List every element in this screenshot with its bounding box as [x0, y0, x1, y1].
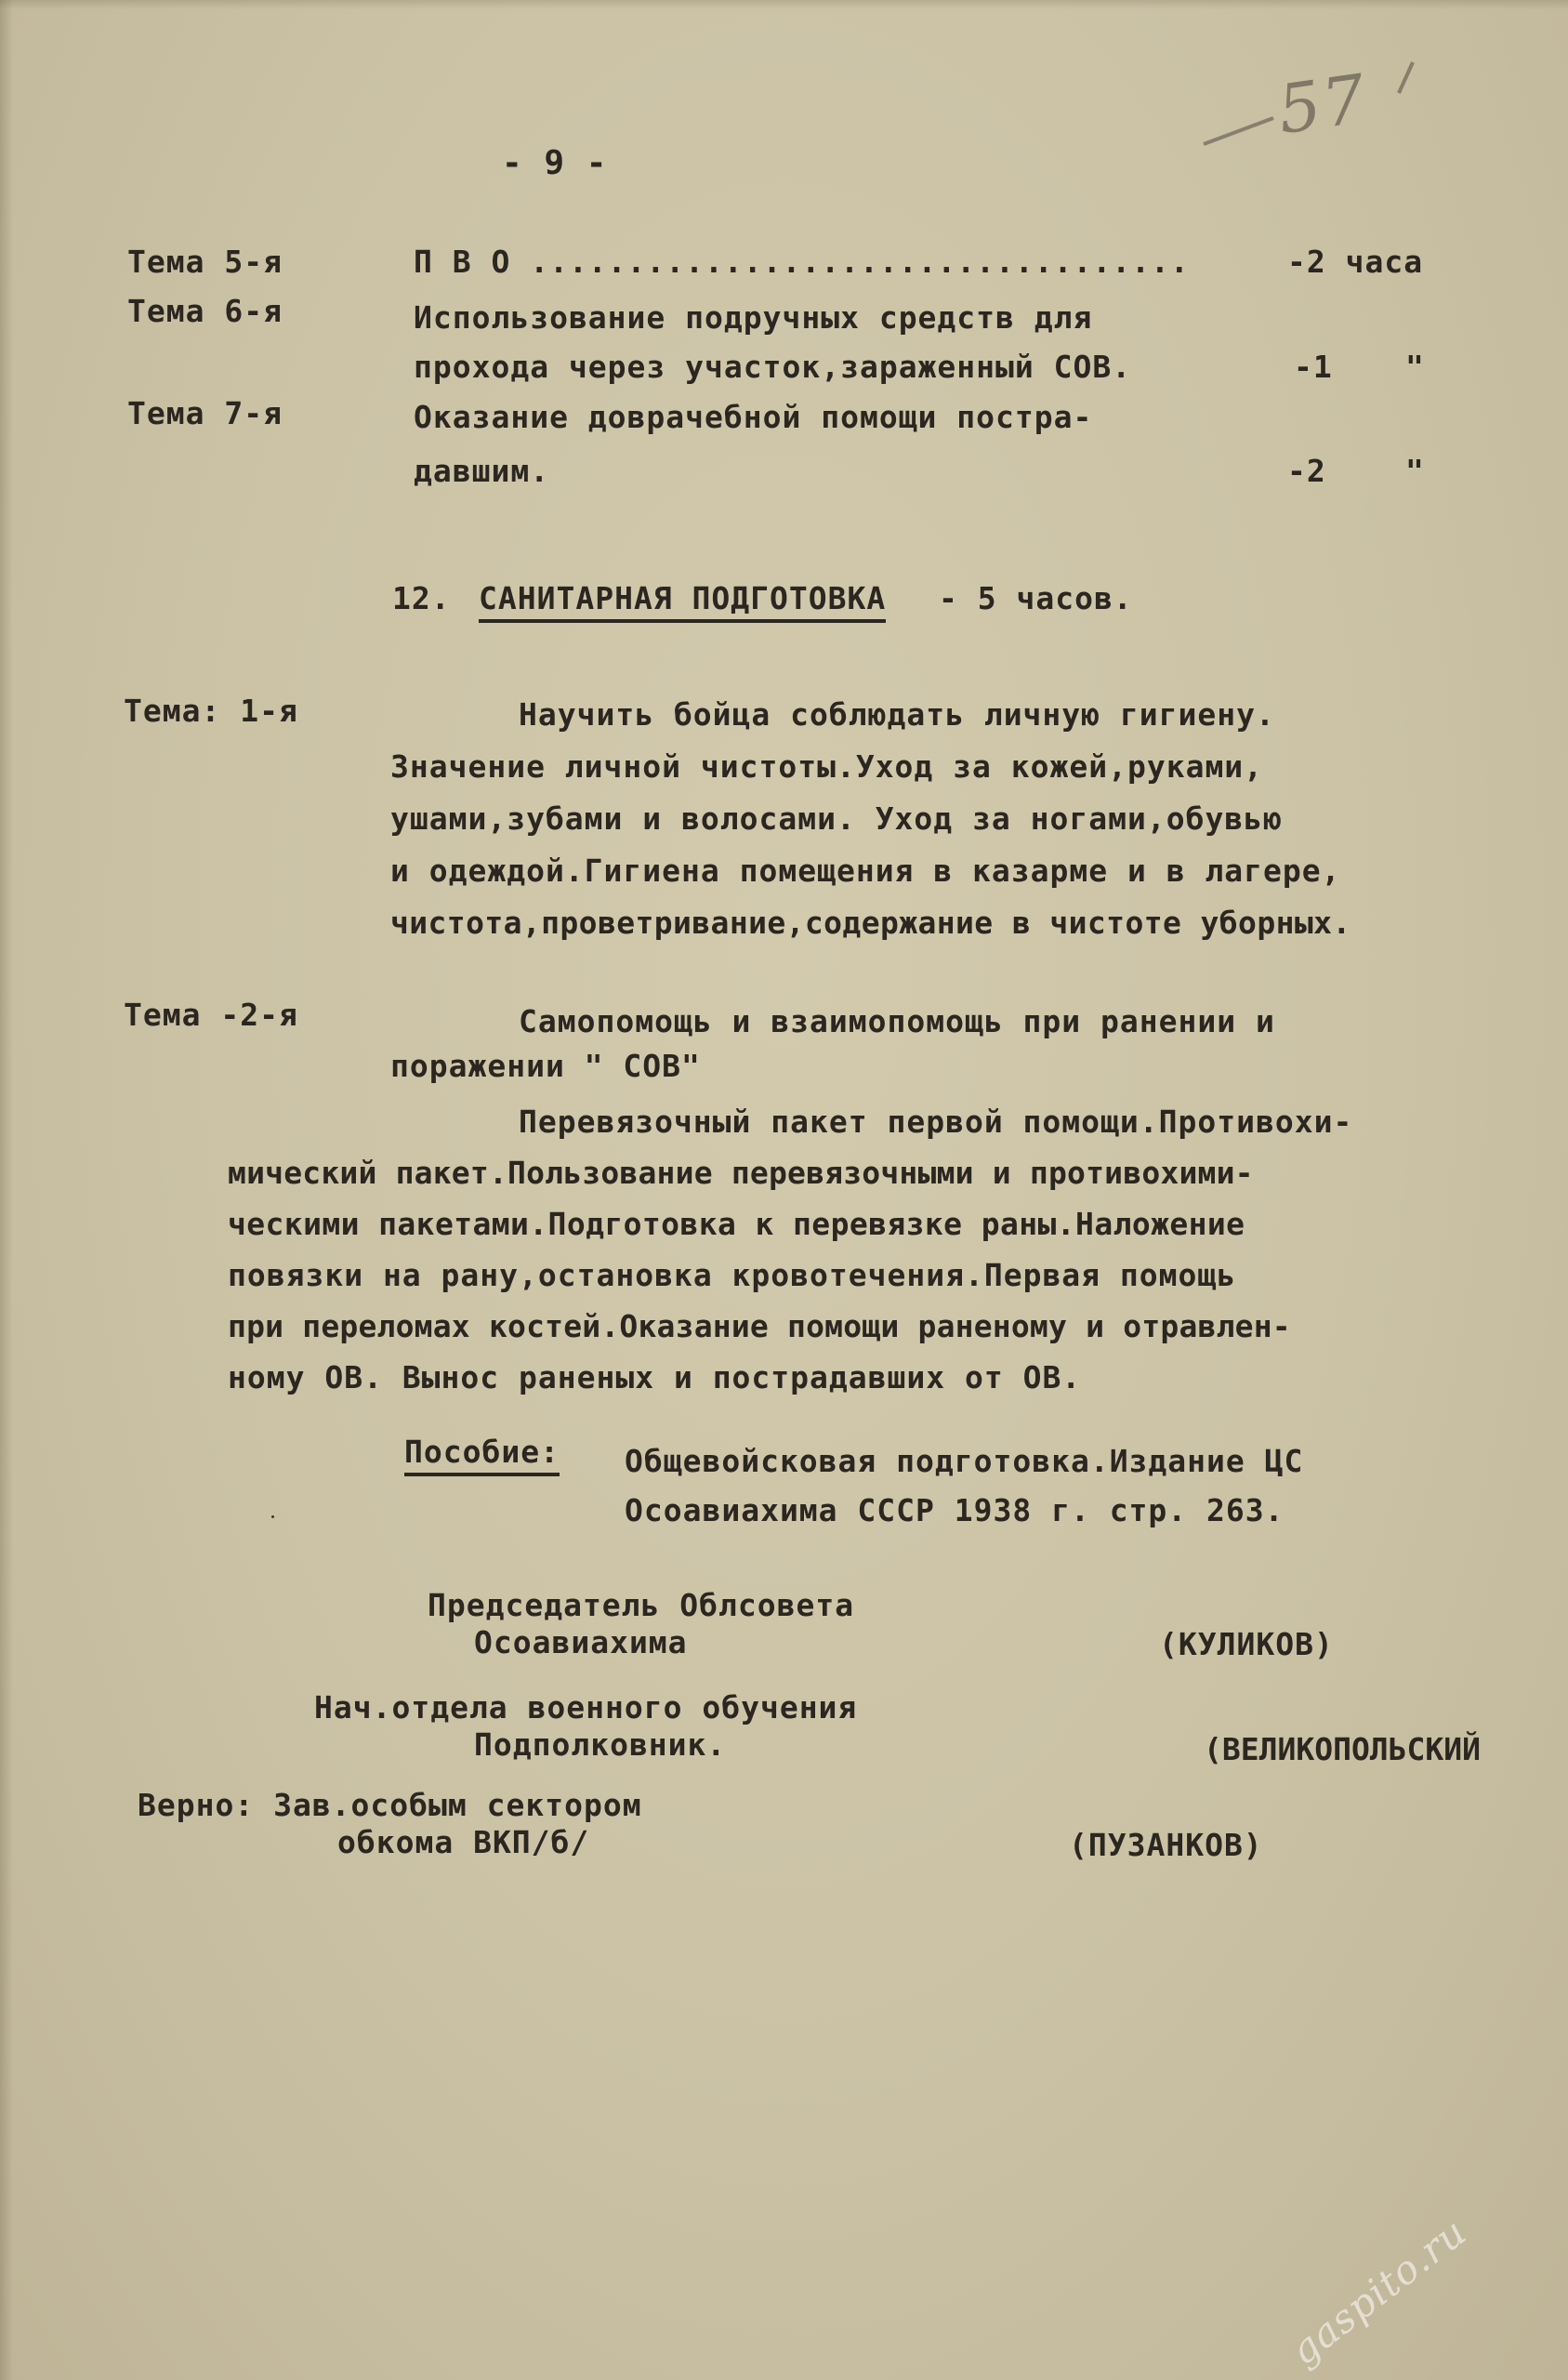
- manual-line1: Общевойсковая подготовка.Издание ЦС: [625, 1443, 1304, 1479]
- theme-1-line5: чистота,проветривание,содержание в чистоте уборных.: [390, 905, 1351, 941]
- signature-1-name: (КУЛИКОВ): [1159, 1626, 1334, 1662]
- section-title: САНИТАРНАЯ ПОДГОТОВКА: [479, 583, 886, 623]
- topic-5-label: Тема 5-я: [127, 244, 283, 280]
- site-watermark: gaspito.ru: [1281, 2208, 1475, 2374]
- theme-2-line1: Самопомощь и взаимопомощь при ранении и: [519, 1003, 1275, 1039]
- signature-2-title-line2: Подполковник.: [474, 1726, 727, 1763]
- theme-1-line3: ушами,зубами и волосами. Уход за ногами,обувью: [390, 800, 1283, 837]
- theme-2-line6: повязки на рану,остановка кровотечения.Первая помощь: [228, 1257, 1237, 1293]
- theme-1-label: Тема: 1-я: [124, 693, 298, 729]
- topic-6-label: Тема 6-я: [127, 293, 283, 329]
- signature-3-title-line1: Верно: Зав.особым сектором: [138, 1787, 642, 1823]
- theme-2-line3: Перевязочный пакет первой помощи.Противохи-: [519, 1104, 1353, 1140]
- theme-2-line8: ному ОВ. Вынос раненых и пострадавших от ОВ.: [228, 1359, 1082, 1395]
- theme-2-line7: при переломах костей.Оказание помощи раненому и отравлен-: [228, 1308, 1291, 1344]
- topic-7-text-line2: давшим.: [414, 453, 550, 489]
- theme-2-line4: мический пакет.Пользование перевязочными и противохими-: [228, 1155, 1254, 1191]
- topic-7-text-line1: Оказание доврачебной помощи постра-: [414, 399, 1093, 435]
- page-number: - 9 -: [502, 144, 608, 182]
- topic-5-hours: -2 часа: [1287, 244, 1424, 280]
- theme-1-line2: Значение личной чистоты.Уход за кожей,руками,: [390, 748, 1264, 785]
- signature-3-title-line2: обкома ВКП/б/: [337, 1824, 590, 1860]
- theme-2-line2: поражении " СОВ": [390, 1048, 701, 1084]
- section-number: 12.: [392, 580, 451, 616]
- theme-2-line5: ческими пакетами.Подготовка к перевязке раны.Наложение: [228, 1206, 1245, 1242]
- manual-label: Пособие:: [404, 1436, 560, 1476]
- signature-3-name: (ПУЗАНКОВ): [1069, 1827, 1263, 1863]
- theme-1-line4: и одеждой.Гигиена помещения в казарме и в лагере,: [390, 853, 1341, 889]
- signature-1-title-line2: Осоавиахима: [474, 1624, 688, 1660]
- topic-7-ditto: ": [1405, 453, 1425, 489]
- signature-1-title-line1: Председатель Облсовета: [428, 1587, 855, 1623]
- topic-6-hours: -1: [1294, 349, 1333, 385]
- archive-number: 57: [1272, 59, 1373, 150]
- topic-7-label: Тема 7-я: [127, 395, 283, 431]
- theme-1-line1: Научить бойца соблюдать личную гигиену.: [519, 696, 1275, 733]
- topic-6-ditto: ": [1405, 349, 1425, 385]
- signature-2-name: (ВЕЛИКОПОЛЬСКИЙ: [1204, 1731, 1482, 1767]
- manual-line2: Осоавиахима СССР 1938 г. стр. 263.: [625, 1492, 1285, 1528]
- page-shadow-top: [0, 0, 1568, 9]
- section-duration: - 5 часов.: [939, 580, 1133, 616]
- topic-6-text-line2: прохода через участок,зараженный СОВ.: [414, 349, 1132, 385]
- speck: [271, 1515, 274, 1518]
- page-shadow-left: [0, 0, 13, 2380]
- theme-2-label: Тема -2-я: [124, 997, 298, 1033]
- topic-7-hours: -2: [1287, 453, 1326, 489]
- topic-6-text-line1: Использование подручных средств для: [414, 299, 1093, 336]
- topic-5-text: П В О ..................................: [414, 244, 1190, 280]
- signature-2-title-line1: Нач.отдела военного обучения: [314, 1689, 858, 1726]
